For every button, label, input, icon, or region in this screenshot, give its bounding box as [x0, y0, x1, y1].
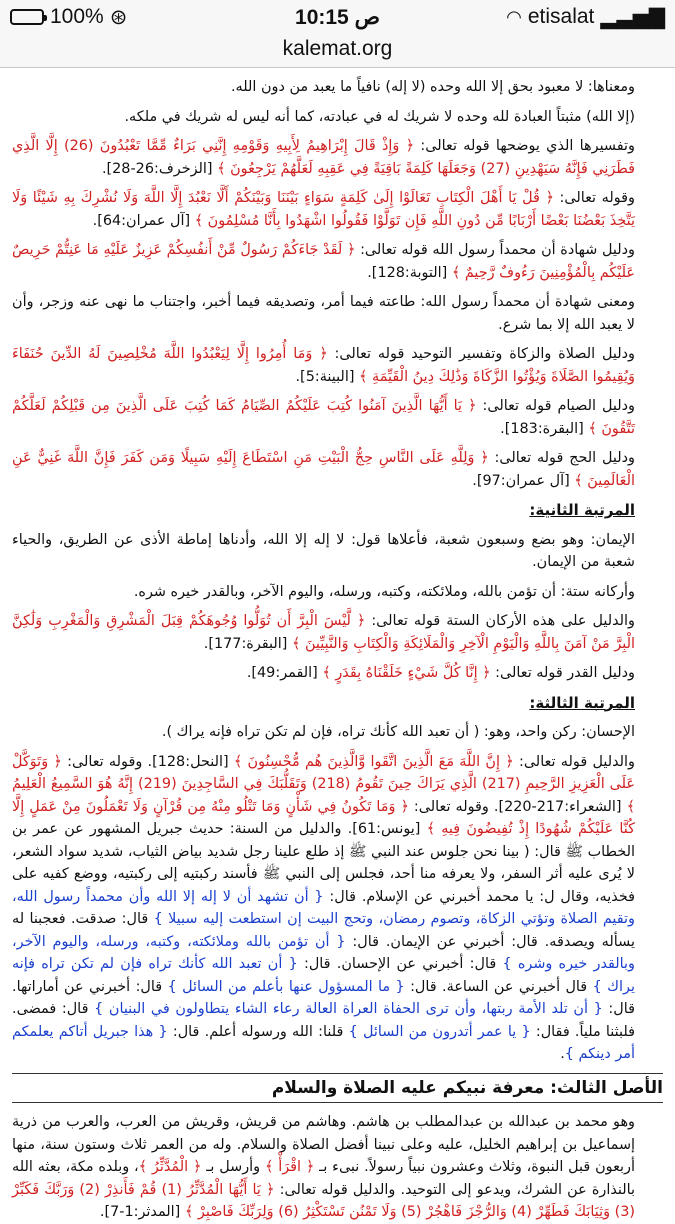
quran-verse: ﴿ قُلْ يَا أَهْلَ الْكِتَابِ تَعَالَوْا إِلَىٰ كَلِمَةٍ سَوَاءٍ بَيْنَنَا وَبَيْنَكُمْ أَلَّا نَعْبُدَ إِلَّا اللَّهَ وَلَا نُشْرِكَ بِهِ شَيْئًا وَلَا يَتَّخِذَ بَعْضُنَا بَعْضًا أَرْبَابًا مِّن دُونِ اللَّهِ فَإِن تَوَلَّوْا فَقُولُوا اشْهَدُوا بِأَنَّا مُسْلِمُونَ ﴾ — [12, 190, 635, 229]
paragraph — [12, 1111, 663, 1224]
quran-verse: ﴿ يَا أَيُّهَا الَّذِينَ آمَنُوا كُتِبَ عَلَيْكُمُ الصِّيَامُ كَمَا كُتِبَ عَلَى الَّذِينَ مِن قَبْلِكُمْ لَعَلَّكُمْ تَتَّقُونَ ﴾ — [12, 398, 635, 437]
text: . — [560, 1046, 565, 1062]
paragraph: وأركانه ستة: أن تؤمن بالله، وملائكته، وكتبه، ورسله، واليوم الآخر، وبالقدر خيره شره. — [133, 583, 635, 600]
paragraph — [12, 187, 663, 232]
text: قلنا: الله ورسوله أعلم. قال: — [167, 1023, 349, 1040]
battery-icon — [10, 9, 44, 25]
clock: 10:15 ص — [295, 5, 380, 29]
text: والدليل قوله تعالى: — [513, 753, 635, 770]
battery-percentage: 100% — [50, 5, 104, 28]
paragraph — [12, 135, 663, 180]
verse-reference: [البقرة:183]. — [500, 420, 589, 437]
section-heading: المرتبة الثانية: — [529, 501, 635, 519]
section-heading: المرتبة الثالثة: — [529, 693, 635, 712]
paragraph: ومعناها: لا معبود بحق إلا الله وحده (لا إله) نافياً ما يعبد من دون الله. — [230, 79, 635, 95]
verse-reference: [القمر:49]. — [246, 665, 323, 681]
paragraph — [12, 751, 663, 1066]
text: قال: أخبرني عن الإحسان. قال: — [297, 956, 503, 972]
verse-reference: [التوبة:128]. — [367, 264, 452, 281]
quran-verse: ﴿ اقْرَأْ ﴾ — [264, 1159, 315, 1175]
quran-verse: ﴿ الْمُدَّثِّرُ ﴾ — [138, 1159, 202, 1175]
orientation-lock-icon: ⊛ — [109, 5, 128, 29]
text: ودليل الصيام قوله تعالى: — [476, 398, 635, 414]
text: قال: فمضى. فلبثنا ملياً. فقال: — [12, 1001, 635, 1040]
hadith-text: { أن تلد الأمة ربتها، وأن ترى الحفاة العراة العالة رعاء الشاء يتطاولون في البنيان } — [94, 1001, 603, 1017]
hadith-text: { يا عمر أتدرون من السائل } — [348, 1023, 531, 1040]
quran-verse: ﴿ يَا أَيُّهَا الْمُدَّثِّرُ (1) قُمْ فَأَنذِرْ (2) وَرَبَّكَ فَكَبِّرْ (3) وَثِيَابَكَ فَطَهِّرْ (4) وَالرُّجْزَ فَاهْجُرْ (5) وَلَا تَمْنُن تَسْتَكْثِرُ (6) وَلِرَبِّكَ فَاصْبِرْ ﴾ — [12, 1181, 635, 1220]
hadith-text: { ما المسؤول عنها بأعلم من السائل } — [167, 978, 405, 995]
paragraph — [12, 447, 663, 492]
hadith-text: { هذا جبريل أتاكم يعلمكم أمر دينكم } — [12, 1023, 635, 1062]
text: قال: صدقت. فعجبنا له يسأله ويصدقه. قال: أخبرني عن الإيمان. قال: — [12, 911, 636, 950]
text: قال: أخبرني عن أماراتها. قال: — [12, 978, 635, 1017]
quran-verse: ﴿ وَمَا أُمِرُوا إِلَّا لِيَعْبُدُوا اللَّهَ مُخْلِصِينَ لَهُ الدِّينَ حُنَفَاءَ وَيُقِيمُوا الصَّلَاةَ وَيُؤْتُوا الزَّكَاةَ وَذَٰلِكَ دِينُ الْقَيِّمَةِ ﴾ — [12, 346, 635, 385]
paragraph: ومعنى شهادة أن محمداً رسول الله: طاعته فيما أمر، وتصديقه فيما أخبر، واجتناب ما نهى عنه وزجر، وأن لا يعبد الله إلا بما شرع. — [12, 294, 635, 333]
quran-verse: ﴿ إِنَّ اللَّهَ مَعَ الَّذِينَ اتَّقَوا وَّالَّذِينَ هُم مُّحْسِنُونَ ﴾ — [233, 753, 514, 770]
verse-reference: [المدثر:1-7]. — [99, 1204, 185, 1220]
paragraph — [12, 610, 663, 655]
text: وقوله تعالى: — [553, 190, 635, 206]
article-body — [0, 70, 675, 1220]
text: ، وبلده مكة، بعثه الله بالنذارة عن الشرك، ويدعو إلى التوحيد. والدليل قوله تعالى: — [12, 1159, 636, 1198]
verse-reference: [آل عمران:64]. — [92, 212, 195, 229]
text: قال أخبرني عن الساعة. قال: — [404, 978, 593, 995]
text: ودليل شهادة أن محمداً رسول الله قوله تعالى: — [355, 242, 635, 258]
paragraph — [12, 239, 663, 284]
text: ودليل القدر قوله تعالى: — [490, 665, 635, 681]
chapter-heading: الأصل الثالث: معرفة نبيكم عليه الصلاة والسلام — [12, 1073, 663, 1104]
verse-reference: [البقرة:177]. — [203, 635, 292, 652]
text: ودليل الحج قوله تعالى: — [488, 450, 635, 466]
quran-verse: ﴿ لَقَدْ جَاءَكُمْ رَسُولٌ مِّنْ أَنفُسِكُمْ عَزِيزٌ عَلَيْهِ مَا عَنِتُّمْ حَرِيصٌ عَلَيْكُم بِالْمُؤْمِنِينَ رَءُوفٌ رَّحِيمٌ ﴾ — [12, 242, 635, 281]
quran-verse: ﴿ وَلِلَّهِ عَلَى النَّاسِ حِجُّ الْبَيْتِ مَنِ اسْتَطَاعَ إِلَيْهِ سَبِيلًا وَمَن كَفَرَ فَإِنَّ اللَّهَ غَنِيٌّ عَنِ الْعَالَمِينَ ﴾ — [12, 450, 635, 489]
text: ودليل الصلاة والزكاة وتفسير التوحيد قوله تعالى: — [327, 346, 635, 362]
hadith-text: { أن تؤمن بالله وملائكته، وكتبه، ورسله، واليوم الآخر، وبالقدر خيره وشره } — [12, 933, 636, 972]
paragraph: الإيمان: وهو بضع وسبعون شعبة، فأعلاها قول: لا إله إلا الله، وأدناها إماطة الأذى عن الطريق، والحياء شعبة من الإيمان. — [12, 531, 635, 570]
text: [الشعراء:217-220]. وقوله تعالى: — [408, 798, 627, 815]
quran-verse: ﴿ وَتَوَكَّلْ عَلَى الْعَزِيزِ الرَّحِيمِ (217) الَّذِي يَرَاكَ حِينَ تَقُومُ (218) وَتَقَلُّبَكَ فِي السَّاجِدِينَ (219) إِنَّهُ هُوَ السَّمِيعُ الْعَلِيمُ ﴾ — [12, 753, 636, 815]
text: وهو محمد بن عبدالله بن عبدالمطلب بن هاشم. وهاشم من قريش، وقريش من العرب، والعرب من ذرية إسماعيل بن إبراهيم الخليل، عليه وعلى نبينا أفضل الصلاة والسلام. وله من العمر ثلاث وستون سنة، منها أربعون قبل النبوة، وثلاث وعشرون نبياً رسولاً. نبىء بـ — [12, 1114, 635, 1175]
carrier-name: etisalat — [527, 5, 595, 28]
paragraph: الإحسان: ركن واحد، وهو: ( أن تعبد الله كأنك تراه، فإن لم تكن تراه فإنه يراك ). — [161, 724, 635, 740]
paragraph — [12, 395, 663, 440]
text: وتفسيرها الذي يوضحها قوله تعالى: — [414, 138, 635, 154]
hadith-text: { أن تعبد الله كأنك تراه فإن لم تكن تراه فإنه يراك } — [12, 956, 635, 995]
signal-icon: ▂▃▅▇ — [600, 5, 665, 29]
paragraph: (إلا الله) مثبتاً العبادة لله وحده لا شريك له في عبادته، كما أنه ليس له شريك في ملكه. — [124, 108, 635, 125]
paragraph — [12, 662, 663, 685]
wifi-icon: ◠ — [506, 6, 522, 27]
text: وأرسل بـ — [201, 1159, 265, 1175]
address-bar[interactable] — [0, 34, 675, 68]
quran-verse: ﴿ وَإِذْ قَالَ إِبْرَاهِيمُ لِأَبِيهِ وَقَوْمِهِ إِنَّنِي بَرَاءٌ مِّمَّا تَعْبُدُونَ (26) إِلَّا الَّذِي فَطَرَنِي فَإِنَّهُ سَيَهْدِينِ (27) وَجَعَلَهَا كَلِمَةً بَاقِيَةً فِي عَقِبِهِ لَعَلَّهُمْ يَرْجِعُونَ ﴾ — [12, 138, 635, 177]
status-bar — [0, 0, 675, 34]
paragraph — [12, 343, 663, 388]
verse-reference: [آل عمران:97]. — [472, 472, 575, 489]
text: والدليل على هذه الأركان الستة قوله تعالى: — [365, 613, 635, 629]
quran-verse: ﴿ إِنَّا كُلَّ شَيْءٍ خَلَقْنَاهُ بِقَدَرٍ ﴾ — [322, 665, 491, 681]
url-text[interactable]: kalemat.org — [282, 37, 393, 60]
quran-verse: ﴿ لَّيْسَ الْبِرَّ أَن تُوَلُّوا وُجُوهَكُمْ قِبَلَ الْمَشْرِقِ وَالْمَغْرِبِ وَلَٰكِنَّ الْبِرَّ مَنْ آمَنَ بِاللَّهِ وَالْيَوْمِ الْآخِرِ وَالْمَلَائِكَةِ وَالْكِتَابِ وَالنَّبِيِّينَ ﴾ — [12, 613, 635, 652]
quran-verse: ﴿ وَمَا تَكُونُ فِي شَأْنٍ وَمَا تَتْلُو مِنْهُ مِن قُرْآنٍ وَلَا تَعْمَلُونَ مِنْ عَمَلٍ إِلَّا كُنَّا عَلَيْكُمْ شُهُودًا إِذْ تُفِيضُونَ فِيهِ ﴾ — [12, 798, 635, 837]
text: [يونس:61]. والدليل من السنة: حديث جبريل المشهور عن عمر بن الخطاب ﷺ قال: ( بينا نحن جلوس عند النبي ﷺ إذ طلع علينا رجل شديد بياض الثياب، شديد سواد الشعر، لا يُرى عليه أثر السفر، ولا يعرفه منا أحد، فجلس إلى النبي ﷺ فأسند ركبتيه إلى ركبتيه، ووضع كفيه على فخذيه، وقال ل: يا محمد أخبرني عن الإسلام. قال: — [12, 821, 635, 905]
verse-reference: [الزخرف:26-28]. — [101, 160, 218, 177]
hadith-text: { أن تشهد أن لا إله إلا الله وأن محمداً رسول الله، وتقيم الصلاة وتؤتي الزكاة، وتصوم رمضان، وتحج البيت إن استطعت إليه سبيلا } — [12, 888, 635, 927]
text: [النحل:128]. وقوله تعالى: — [61, 753, 234, 770]
verse-reference: [البينة:5]. — [295, 368, 360, 385]
